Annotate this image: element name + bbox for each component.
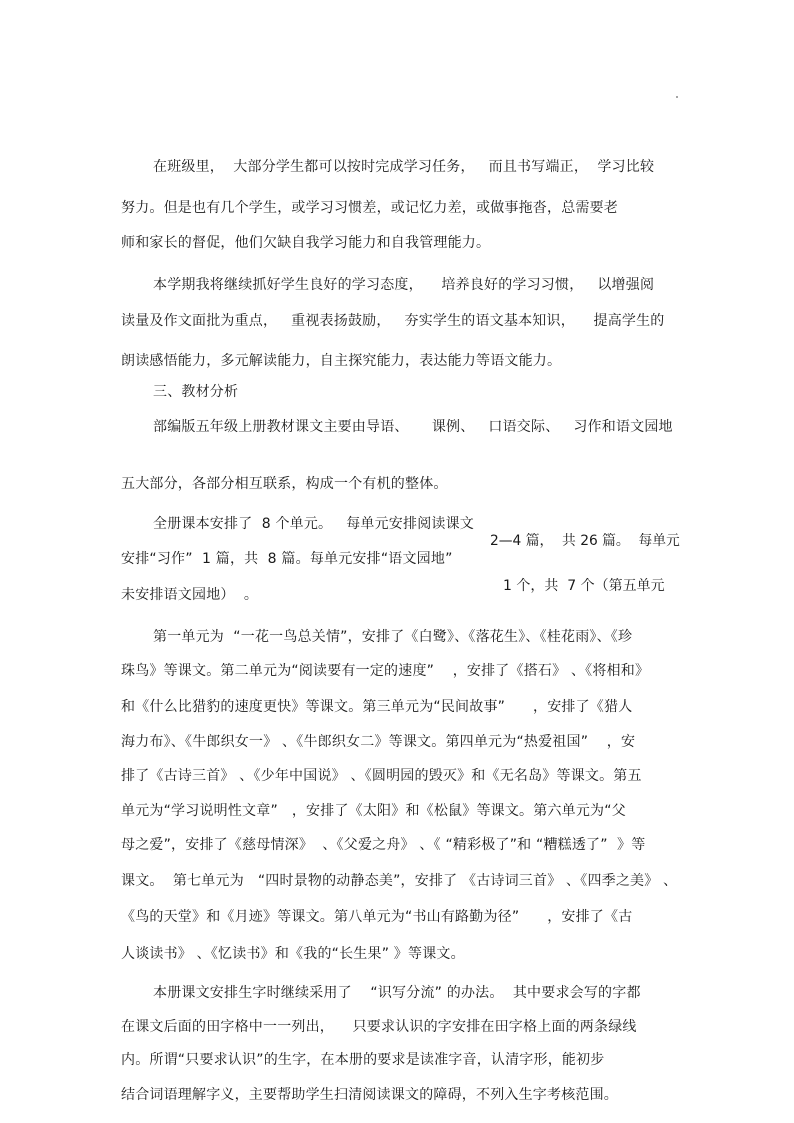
paragraph-line: 本学期我将继续抓好学生良好的学习态度， 培养良好的学习习惯， 以增强阅	[153, 277, 655, 293]
paragraph-line: 在课文后面的田字格中一一列出， 只要求认识的字安排在田字格上面的两条绿线	[121, 1019, 637, 1035]
corner-dot	[676, 96, 678, 98]
paragraph-line: 排了《古诗三首》 、《少年中国说》 、《圆明园的毁灭》和《无名岛》等课文。第五	[121, 768, 642, 784]
paragraph-line: 结合词语理解字义，主要帮助学生扫清阅读课文的障碍，不列入生字考核范围。	[121, 1087, 618, 1103]
section-heading: 三、教材分析	[153, 384, 239, 400]
paragraph-line: 课文。 第七单元为 “四时景物的动静态美”，安排了 《古诗词三首》 、《四季之美》 、	[121, 873, 678, 889]
paragraph-line: 和《什么比猎豹的速度更快》等课文。第三单元为“民间故事” ，安排了《猎人	[121, 699, 633, 715]
paragraph-line: 母之爱”，安排了《慈母情深》 、《父爱之舟》 、《 “精彩极了”和 “糟糕透了” 》等	[121, 837, 646, 853]
paragraph-line: 未安排语文园地） 。	[121, 587, 259, 603]
paragraph-line: 单元为“学习说明性文章” ，安排了《太阳》和《松鼠》等课文。第六单元为“父	[121, 803, 626, 819]
paragraph-fragment: 2—4 篇， 共 26 篇。 每单元	[490, 533, 680, 549]
paragraph-fragment: 1 个，共 7 个（第五单元	[503, 578, 665, 594]
paragraph-line: 努力。但是也有几个学生，或学习习惯差，或记忆力差，或做事拖沓，总需要老	[121, 200, 618, 216]
paragraph-line: 在班级里， 大部分学生都可以按时完成学习任务， 而且书写端正， 学习比较	[153, 159, 655, 175]
paragraph-line: 第一单元为 “一花一鸟总关情”，安排了《白鹭》、《落花生》、《桂花雨》、《珍	[153, 629, 633, 645]
paragraph-line: 朗读感悟能力，多元解读能力，自主探究能力，表达能力等语文能力。	[121, 353, 562, 369]
paragraph-line: 珠鸟》等课文。第二单元为“阅读要有一定的速度” ，安排了《搭石》 、《将相和》	[121, 663, 650, 679]
paragraph-line: 部编版五年级上册教材课文主要由导语、 课例、 口语交际、 习作和语文园地	[153, 419, 673, 435]
paragraph-line: 全册课本安排了 8 个单元。 每单元安排阅读课文	[153, 516, 475, 532]
paragraph-line: 师和家长的督促，他们欠缺自我学习能力和自我管理能力。	[121, 235, 491, 251]
paragraph-line: 安排“习作” 1 篇，共 8 篇。每单元安排“语文园地”	[121, 551, 453, 567]
paragraph-line: 本册课文安排生字时继续采用了 “识写分流” 的办法。 其中要求会写的字都	[153, 985, 641, 1001]
paragraph-line: 内。所谓“只要求认识”的生字，在本册的要求是读准字音，认清字形，能初步	[121, 1052, 605, 1068]
paragraph-line: 人谈读书》 、《忆读书》和《我的“长生果” 》等课文。	[121, 946, 465, 962]
paragraph-line: 五大部分，各部分相互联系，构成一个有机的整体。	[121, 476, 448, 492]
paragraph-line: 读量及作文面批为重点， 重视表扬鼓励， 夯实学生的语文基本知识， 提高学生的	[121, 313, 665, 329]
paragraph-line: 《鸟的天堂》和《月迹》等课文。第八单元为“书山有路勤为径” ，安排了《古	[121, 909, 633, 925]
paragraph-line: 海力布》、《牛郎织女一》 、《牛郎织女二》等课文。第四单元为“热爱祖国” ，安	[121, 734, 636, 750]
